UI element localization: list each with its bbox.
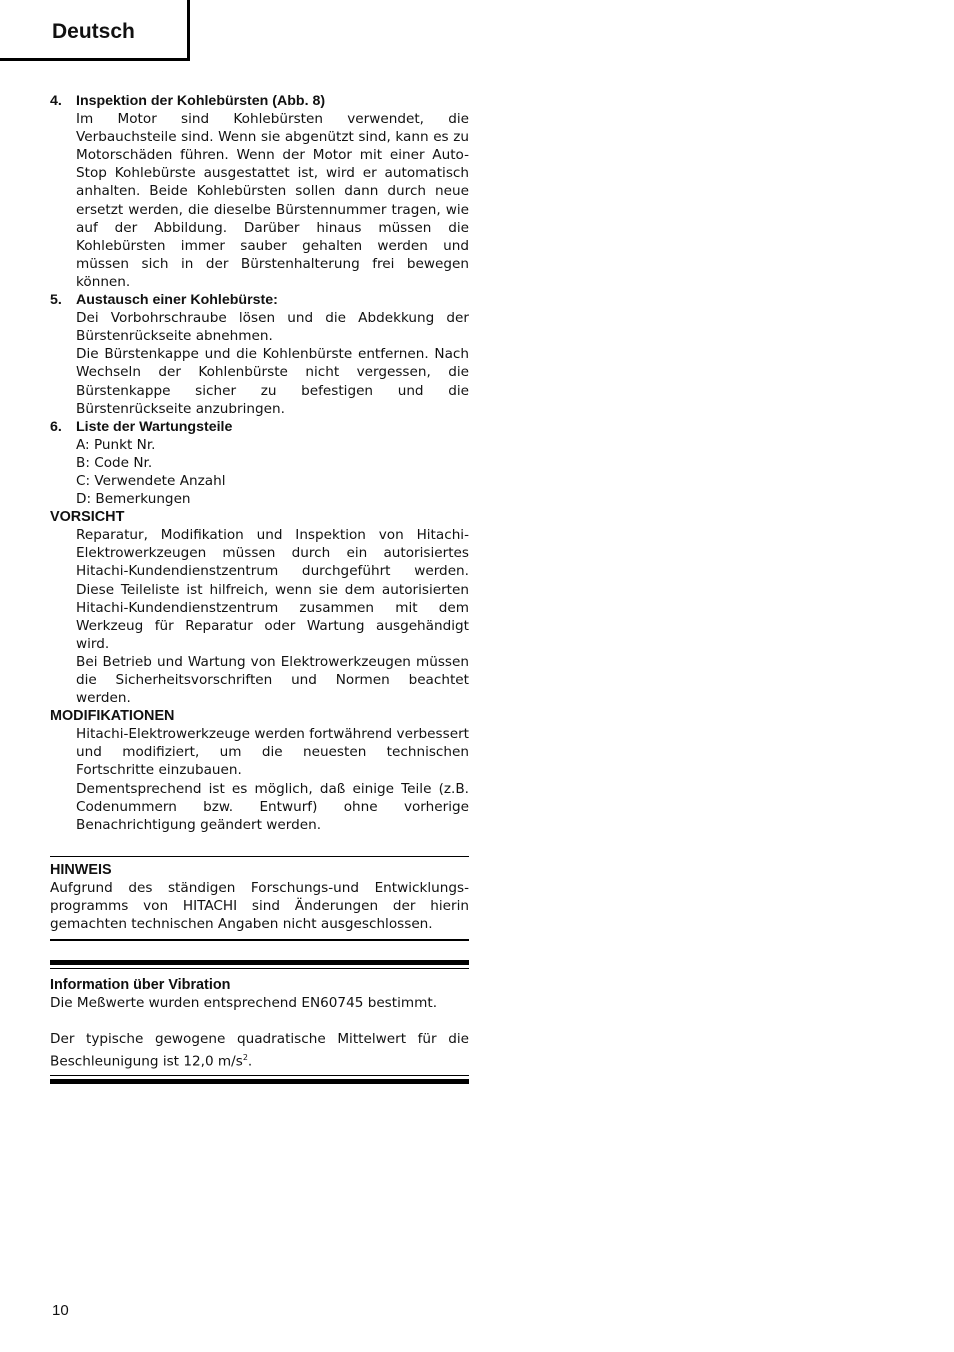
- divider: [50, 960, 469, 965]
- list-item: D: Bemerkungen: [76, 491, 191, 508]
- section-title: Inspektion der Kohlebürsten (Abb. 8): [76, 93, 326, 109]
- list-item: A: Punkt Nr.: [76, 436, 156, 453]
- vibration-line: Der typische gewogene quadratische Mittelwert für die Beschleunigung ist 12,0 $m/s^2$.: [50, 1031, 469, 1070]
- section-title: Liste der Wartungsteile: [76, 418, 233, 435]
- language-label: Deutsch: [52, 20, 135, 43]
- section-number: 6.: [50, 418, 62, 435]
- section-body: Dei Vorbohrschraube lösen und die Abdekkung der Bürstenrückseite abnehmen.: [76, 310, 469, 345]
- page-number: 10: [52, 1302, 69, 1319]
- vibration-line: Die Meßwerte wurden entsprechend EN60745 bestimmt.: [50, 995, 438, 1012]
- section-body: Reparatur, Modifikation und Inspektion von Hitachi-Elektrowerkzeugen müssen durch ein autorisiertes Hitachi-Kundendienstzentrum durchgeführt werden. Diese Teileliste ist hilfreich, wenn sie dem autorisierten Hitachi-Kundendienstzentrum zusammen mit dem Werkzeug für Reparatur oder Wartung ausgehändigt wird.: [76, 527, 469, 652]
- content-column: [50, 92, 469, 1084]
- hinweis-title: HINWEIS: [50, 861, 112, 878]
- section-heading: MODIFIKATIONEN: [50, 708, 175, 725]
- section-body: Hitachi-Elektrowerkzeuge werden fortwährend verbessert und modifiziert, um die neuesten technischen Fortschritte einzubauen.: [76, 726, 469, 779]
- section-title: Austausch einer Kohlebürste:: [76, 292, 278, 309]
- hinweis-box: [50, 856, 469, 941]
- list-item: B: Code Nr.: [76, 454, 153, 471]
- vorsicht-section: [50, 508, 469, 707]
- section-4: [50, 92, 469, 291]
- list-item: C: Verwendete Anzahl: [76, 472, 226, 489]
- section-heading: VORSICHT: [50, 509, 125, 526]
- section-body: Bei Betrieb und Wartung von Elektrowerkzeugen müssen die Sicherheitsvorschriften und Normen beachtet werden.: [76, 653, 469, 707]
- section-body: Im Motor sind Kohlebürsten verwendet, die Verbauchsteile sind. Wenn sie abgenützt sind, kann es zu Motorschäden führen. Wenn der Motor mit einer Auto-Stop Kohlebürste ausgestattet ist, wird er automatisch anhalten. Beide Kohlebürsten sollen dann durch neue ersetzt werden, die dieselbe Bürstennummer tragen, wie auf der Abbildung. Darüber hinaus müssen die Kohlebürsten immer sauber gehalten werden und müssen sich in der Bürstenhalterung frei bewegen können.: [76, 111, 469, 290]
- divider: [50, 1075, 469, 1076]
- language-tab: [0, 0, 190, 61]
- section-number: 4.: [50, 93, 62, 109]
- section-body: Dementsprechend ist es möglich, daß einige Teile (z.B. Codenummern bzw. Entwurf) ohne vorherige Benachrichtigung geändert werden.: [76, 780, 469, 833]
- section-5: [50, 291, 469, 418]
- superscript: 2: [242, 1052, 248, 1062]
- divider: [50, 1079, 469, 1084]
- vibration-title: Information über Vibration: [50, 977, 231, 994]
- section-6: [50, 418, 469, 508]
- section-number: 5.: [50, 292, 62, 309]
- vibration-box: [50, 960, 469, 1084]
- section-body: Die Bürstenkappe und die Kohlenbürste entfernen. Nach Wechseln der Kohlenbürste nicht vergessen, die Bürstenkappe sicher zu befestigen und die Bürstenrückseite anzubringen.: [76, 346, 469, 417]
- modifikationen-section: [50, 707, 469, 834]
- hinweis-body: Aufgrund des ständigen Forschungs-und Entwicklungs-programms von HITACHI sind Änderungen der hierin gemachten technischen Angaben nicht ausgeschlossen.: [50, 879, 469, 933]
